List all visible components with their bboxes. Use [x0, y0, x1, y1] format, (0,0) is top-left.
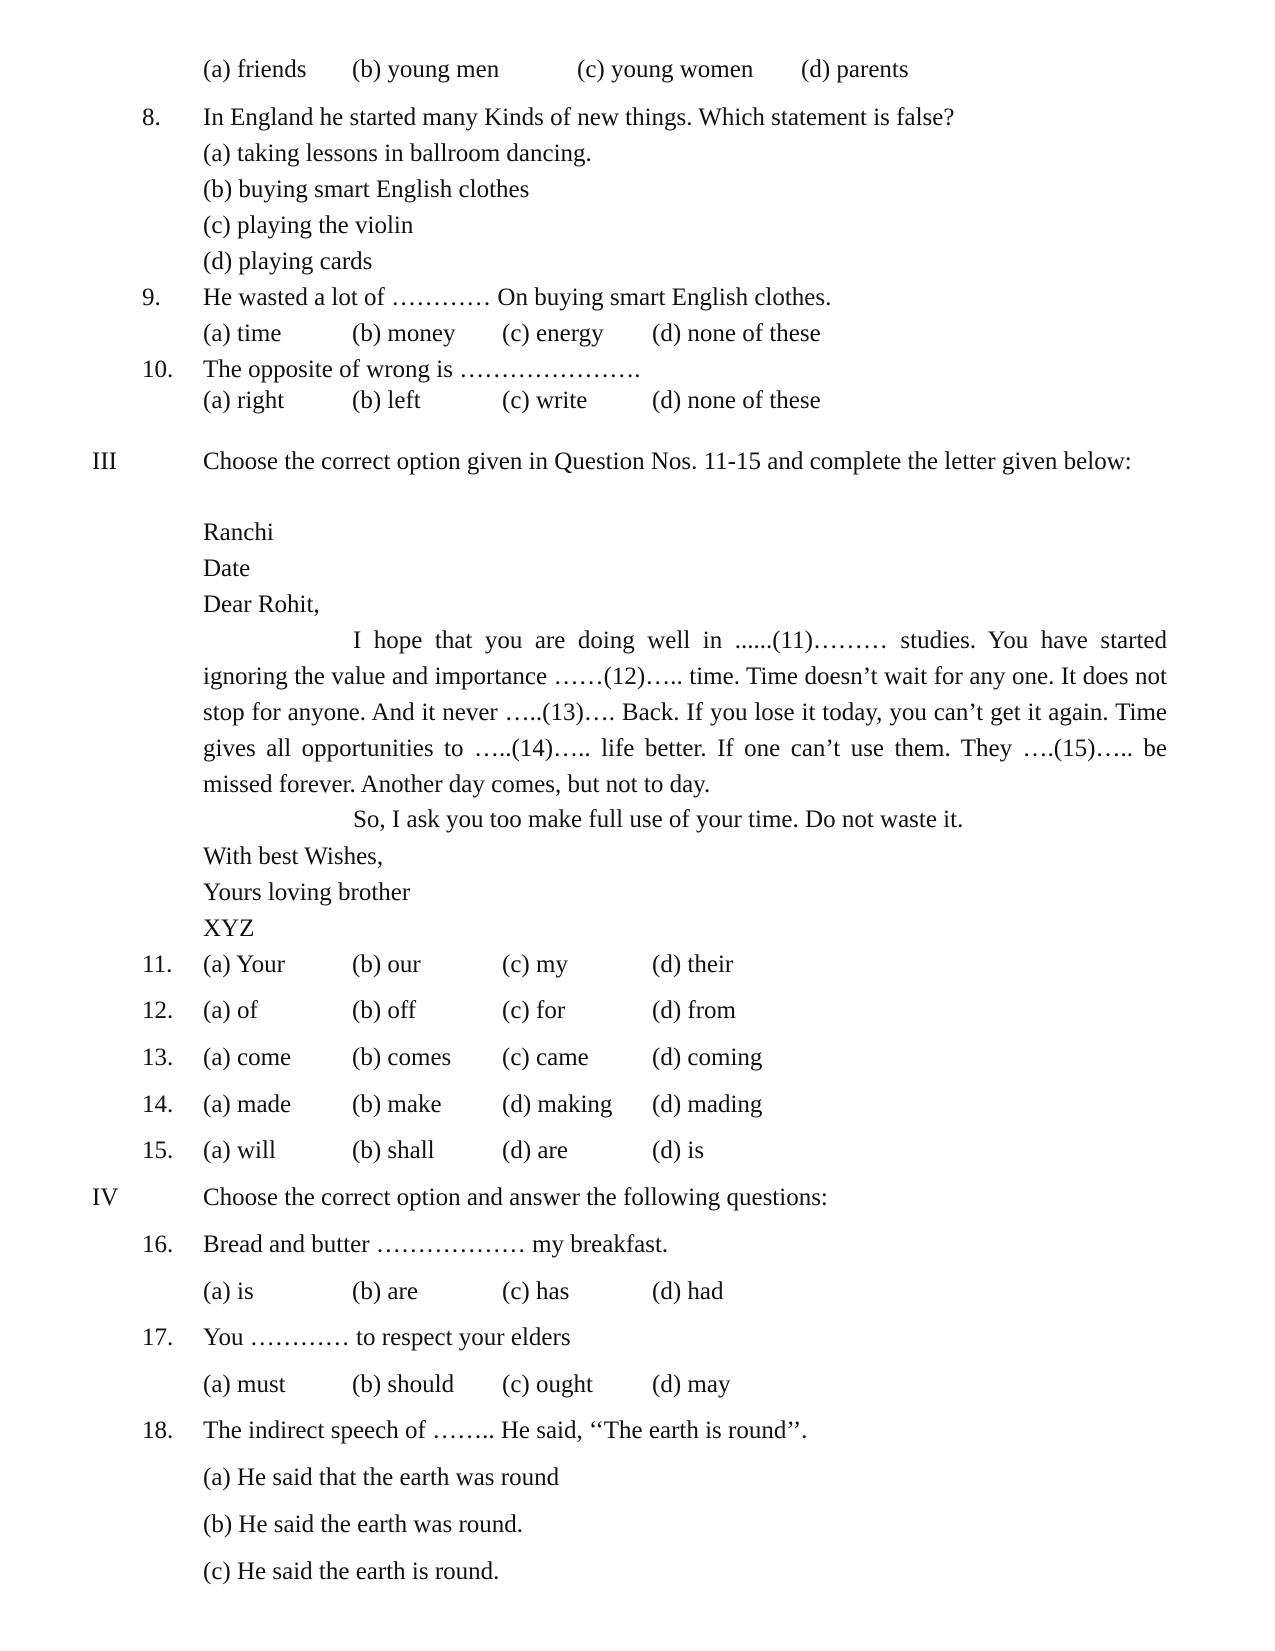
question-text: The opposite of wrong is …………………. — [203, 356, 641, 383]
option: (a) will — [203, 1137, 276, 1164]
option: (d) making — [502, 1091, 613, 1118]
option: (c) write — [502, 387, 588, 414]
option: (c) my — [502, 951, 568, 978]
question-number: 15. — [142, 1137, 174, 1164]
letter-body: So, I ask you too make full use of your time. Do not waste it. — [353, 806, 964, 833]
option: (c) young women — [577, 56, 754, 83]
option: (c) ought — [502, 1371, 593, 1398]
option: (d) none of these — [652, 320, 821, 347]
option: (c) for — [502, 997, 566, 1024]
option: (d) none of these — [652, 387, 821, 414]
letter-name: XYZ — [203, 915, 255, 942]
option: (b) make — [352, 1091, 442, 1118]
option: (a) must — [203, 1371, 286, 1398]
option: (b) young men — [352, 56, 500, 83]
option: (a) of — [203, 997, 258, 1024]
option: (b) buying smart English clothes — [203, 176, 530, 203]
question-number: 17. — [142, 1324, 174, 1351]
option: (b) off — [352, 997, 417, 1024]
section-label: III — [92, 448, 117, 475]
option: (b) He said the earth was round. — [203, 1511, 524, 1538]
option: (d) their — [652, 951, 734, 978]
section-label: IV — [92, 1184, 119, 1211]
option: (b) are — [352, 1278, 418, 1305]
option: (a) right — [203, 387, 285, 414]
question-number: 10. — [142, 356, 174, 383]
option: (a) friends — [203, 56, 307, 83]
section-instruction: Choose the correct option and answer the following questions: — [203, 1184, 828, 1211]
question-text: You ………… to respect your elders — [203, 1324, 571, 1351]
option: (b) comes — [352, 1044, 452, 1071]
question-number: 9. — [142, 284, 161, 311]
letter-salutation: Dear Rohit, — [203, 591, 320, 618]
question-number: 16. — [142, 1231, 174, 1258]
question-number: 8. — [142, 104, 161, 131]
option: (d) playing cards — [203, 248, 373, 275]
option: (b) left — [352, 387, 421, 414]
question-number: 12. — [142, 997, 174, 1024]
option: (b) shall — [352, 1137, 435, 1164]
letter-place: Ranchi — [203, 519, 274, 546]
option: (a) Your — [203, 951, 285, 978]
question-number: 13. — [142, 1044, 174, 1071]
question-number: 14. — [142, 1091, 174, 1118]
option: (b) should — [352, 1371, 455, 1398]
option: (a) made — [203, 1091, 292, 1118]
option: (b) our — [352, 951, 421, 978]
option: (a) time — [203, 320, 282, 347]
option: (a) taking lessons in ballroom dancing. — [203, 140, 592, 167]
option: (d) from — [652, 997, 736, 1024]
option: (d) is — [652, 1137, 705, 1164]
option: (d) parents — [801, 56, 909, 83]
option: (c) He said the earth is round. — [203, 1558, 500, 1585]
option: (a) is — [203, 1278, 254, 1305]
question-text: He wasted a lot of ………… On buying smart English clothes. — [203, 284, 832, 311]
section-instruction: Choose the correct option given in Question Nos. 11-15 and complete the letter given below: — [203, 448, 1132, 475]
option: (b) money — [352, 320, 456, 347]
option: (a) come — [203, 1044, 292, 1071]
option: (c) came — [502, 1044, 589, 1071]
option: (c) has — [502, 1278, 570, 1305]
option: (d) coming — [652, 1044, 763, 1071]
question-number: 11. — [142, 951, 173, 978]
option: (d) had — [652, 1278, 724, 1305]
letter-signoff: Yours loving brother — [203, 879, 411, 906]
question-text: In England he started many Kinds of new things. Which statement is false? — [203, 104, 955, 131]
question-text: The indirect speech of …….. He said, ‘‘The earth is round’’. — [203, 1417, 808, 1444]
option: (d) are — [502, 1137, 568, 1164]
letter-date: Date — [203, 555, 251, 582]
question-text: Bread and butter ……………… my breakfast. — [203, 1231, 669, 1258]
option: (a) He said that the earth was round — [203, 1464, 560, 1491]
option: (c) playing the violin — [203, 212, 414, 239]
option: (d) mading — [652, 1091, 763, 1118]
letter-body: I hope that you are doing well in ......(11)……… studies. You have started ignoring the value and importance ……(12)….. time. Time doesn’t wait for any one. It does not stop for anyone. And it never …..(13)…. Back. If you lose it today, you can’t get it again. Time gives all opportunities to …..(14)….. life better. If one can’t use them. They ….(15)….. be missed forever. Another day comes, but not to day. — [203, 627, 1167, 798]
letter-closing: With best Wishes, — [203, 843, 384, 870]
option: (d) may — [652, 1371, 731, 1398]
question-number: 18. — [142, 1417, 174, 1444]
option: (c) energy — [502, 320, 604, 347]
